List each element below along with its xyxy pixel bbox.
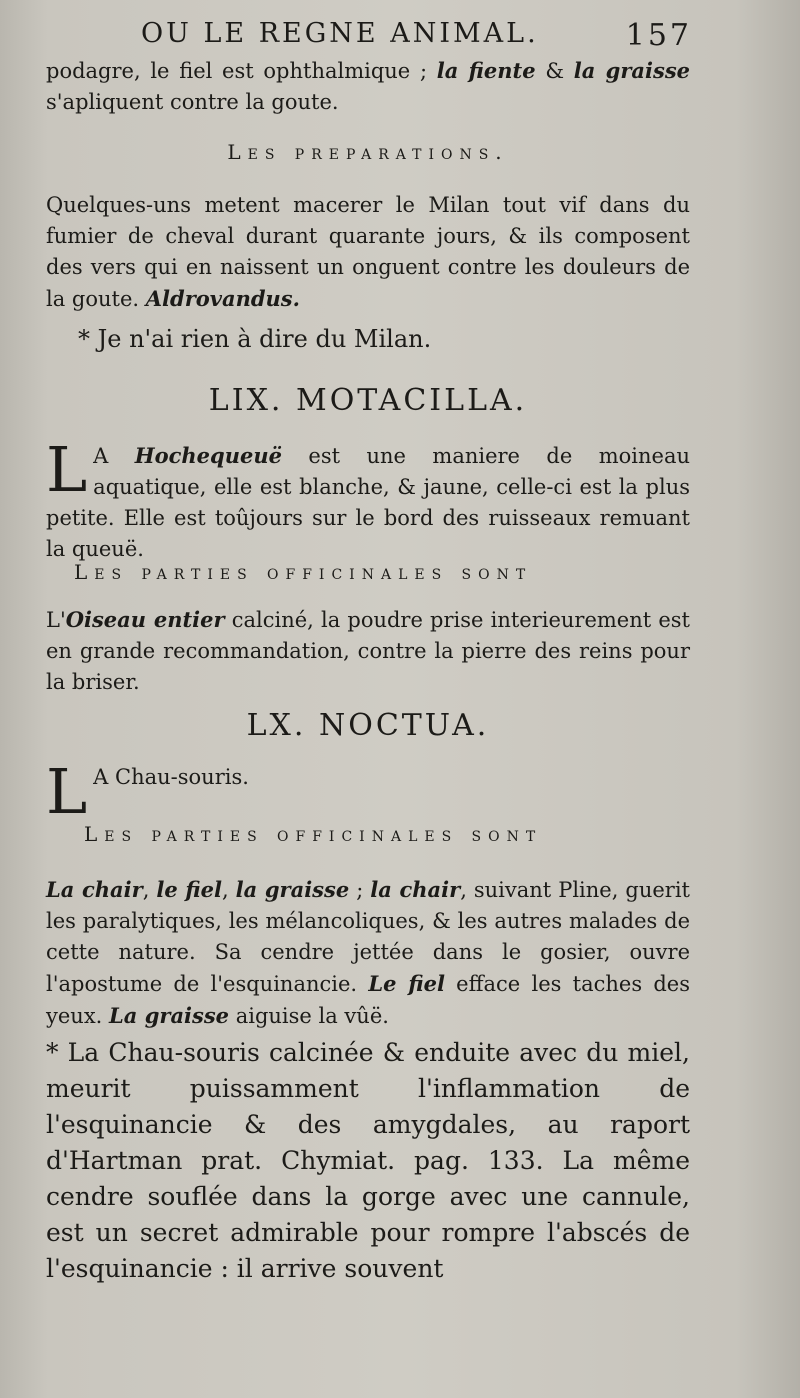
text-run: & (535, 59, 574, 83)
italic-run: prat. Chymiat. pag. (201, 1146, 469, 1175)
text-run: calciné, la poudre prise interieurement est en grande recommandation, contre la pierre des reins pour la briser. (46, 608, 691, 694)
italic-run: la chair (370, 877, 461, 902)
italic-run: la graisse (235, 877, 350, 902)
text-run: efface les taches des yeux. (46, 972, 690, 1028)
page-number: 157 (625, 18, 692, 53)
italic-run: Hochequeuë (134, 443, 282, 468)
chapter-title-noctua: LX. NOCTUA. (246, 708, 490, 743)
text-run: L' (46, 608, 66, 632)
motacilla-text (46, 433, 690, 561)
drop-cap: L (46, 755, 88, 828)
italic-run: la fiente (436, 58, 536, 83)
intro-paragraph (46, 55, 690, 118)
text-run: aiguise la vûë. (229, 1004, 389, 1028)
text-run: s'apliquent contre la goute. (46, 90, 339, 114)
chapter-title-motacilla: LIX. MOTACILLA. (208, 383, 528, 418)
preparations-paragraph (46, 190, 690, 315)
text-run: 133. La même cendre souflée dans la gorge avec une cannule, est un secret admirable pour rompre l'abscés de l'esquinancie : il arrive souvent (46, 1146, 691, 1283)
motacilla-paragraph (46, 433, 690, 565)
text-run: A Chau-souris. (93, 765, 249, 789)
text-run: est une maniere de moineau aquatique, elle est blanche, & jaune, celle-ci est la plus petite. Elle est toûjours sur le bord des ruisseaux remuant la queuë. (46, 444, 690, 561)
italic-run: La chair (46, 877, 143, 902)
text-run: * La Chau-souris calcinée & enduite avec du miel, meurit puissamment l'inflammation de l'esquinancie & des amygdales, au raport d'Hartman (46, 1038, 690, 1175)
officinales-paragraph-1 (46, 604, 690, 698)
italic-run: La graisse (109, 1003, 230, 1028)
noctua-text (93, 765, 249, 789)
drop-cap: L (46, 433, 88, 506)
section-heading-preparations: Les preparations. (227, 140, 509, 164)
running-title: OU LE REGNE ANIMAL. (141, 18, 539, 49)
text-run: , suivant Pline, guerit les paralytiques, les mélancoliques, & les autres malades de cette nature. Sa cendre jettée dans le gosier, ouvre l'apostume de l'esquinancie. (46, 878, 690, 996)
text-run: , (221, 878, 236, 902)
text-run: , (142, 878, 157, 902)
text-run: A (93, 444, 135, 468)
italic-run: le fiel (156, 877, 222, 902)
noctua-paragraph (46, 755, 690, 828)
text-run: Quelques-uns metent macerer le Milan tout vif dans du fumier de cheval durant quarante jours, & ils composent des vers qui en naissent un onguent contre les douleurs de la goute. (46, 193, 690, 311)
text-run: podagre, le fiel est ophthalmique ; (46, 59, 437, 83)
italic-run: la graisse (573, 58, 690, 83)
italic-run: Oiseau entier (65, 607, 225, 632)
italic-run: Aldrovandus. (145, 286, 300, 311)
section-heading-officinales-1: Les parties officinales sont (74, 560, 533, 584)
note-milan: * Je n'ai rien à dire du Milan. (78, 325, 432, 353)
text-run: ; (349, 878, 371, 902)
section-heading-officinales-2: Les parties officinales sont (84, 822, 543, 846)
officinales-paragraph-2 (46, 874, 690, 1032)
italic-run: Le fiel (368, 971, 445, 996)
note-chauve-souris (46, 1035, 690, 1287)
